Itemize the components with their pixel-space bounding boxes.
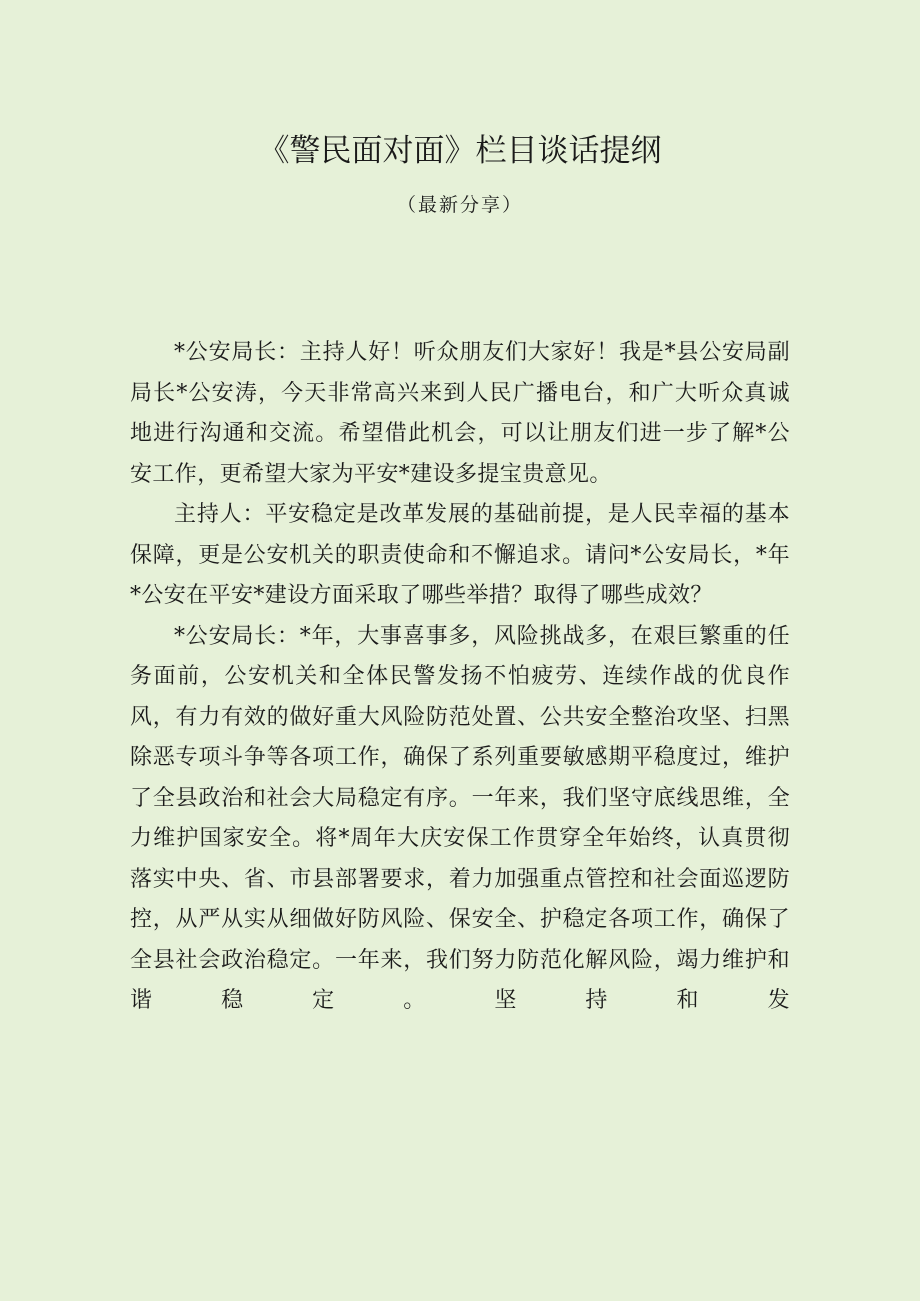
document-body <box>130 333 790 1022</box>
paragraph-1: *公安局长：主持人好！听众朋友们大家好！我是*县公安局副局长*公安涛，今天非常高兴来到人民广播电台，和广大听众真诚地进行沟通和交流。希望借此机会，可以让朋友们进一步了解*公安工作，更希望大家为平安*建设多提宝贵意见。 <box>130 340 790 487</box>
document-subtitle: （最新分享） <box>396 194 523 216</box>
paragraph-2: 主持人：平安稳定是改革发展的基础前提，是人民幸福的基本保障，更是公安机关的职责使命和不懈追求。请问*公安局长，*年*公安在平安*建设方面采取了哪些举措？取得了哪些成效？ <box>130 502 790 608</box>
document-title: 《警民面对面》栏目谈话提纲 <box>258 133 662 169</box>
paragraph-3: *公安局长：*年，大事喜事多，风险挑战多，在艰巨繁重的任务面前，公安机关和全体民警发扬不怕疲劳、连续作战的优良作风，有力有效的做好重大风险防范处置、公共安全整治攻坚、扫黑除恶专项斗争等各项工作，确保了系列重要敏感期平稳度过，维护了全县政治和社会大局稳定有序。一年来，我们坚守底线思维，全力维护国家安全。将*周年大庆安保工作贯穿全年始终，认真贯彻落实中央、省、市县部署要求，着力加强重点管控和社会面巡逻防控，从严从实从细做好防风险、保安全、护稳定各项工作，确保了全县社会政治稳定。一年来，我们努力防范化解风险，竭力维护和谐稳定。坚持和发 <box>130 623 790 1013</box>
